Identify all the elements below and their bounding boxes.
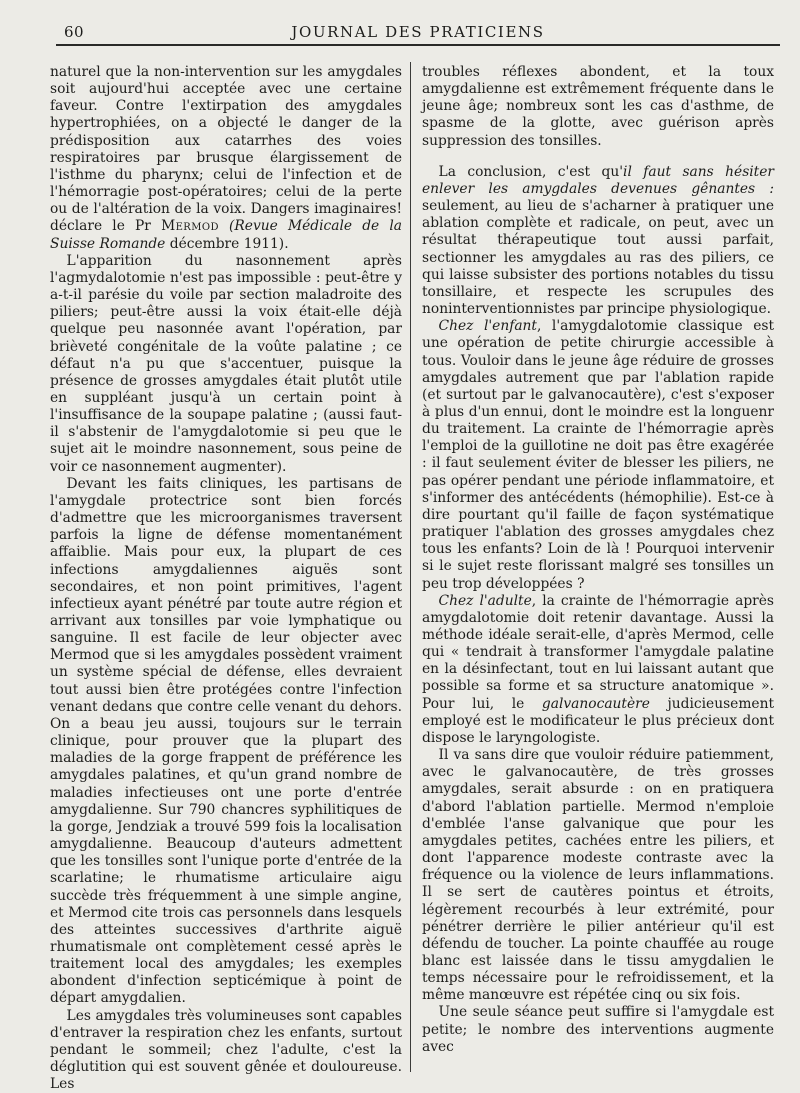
paragraph-reflex-troubles: troubles réflexes abondent, et la toux amygdalienne est extrêmement fréquente dans le jeune âge; nombreux sont les cas d'asthme, de spasme de la glotte, avec guérison après suppression des tonsilles.	[422, 64, 774, 149]
paragraph-nasonnement: L'apparition du nasonnement après l'agmydalotomie n'est pas impossible : peut-être y a-t-il parésie du voile par section maladroite des piliers; peut-être aussi la voix était-elle déjà quelque peu nasonnée avant l'opération, par brièveté congénitale de la voûte palatine ; ce défaut n'a pu que s'accentuer, puisque la présence de grosses amygdales était plutôt utile en suppléant jusqu'à un certain point à l'insuffisance de la soupape palatine ; (aussi faut-il s'abstenir de l'amygdalotomie si peu que le sujet ait le moindre nasonnement, sous peine de voir ce nasonnement augmenter).	[50, 252, 402, 475]
left-column	[50, 64, 402, 1093]
column-divider	[410, 62, 411, 1072]
text-span: judicieusement employé est le modificateur le plus précieux dont dispose le laryngologiste.	[422, 695, 774, 746]
text-span: La conclusion, c'est qu'	[438, 163, 624, 180]
journal-title: JOURNAL DES PRATICIENS	[291, 23, 545, 41]
right-column	[422, 64, 774, 1056]
paragraph-clinical-facts: Devant les faits cliniques, les partisans de l'amygdale protectrice sont bien forcés d'admettre que les microorganismes traversent parfois la ligne de défense momentanément affaiblie. Mais pour eux, la plupart de ces infections amygdaliennes aiguës sont secondaires, et non point primitives, l'agent infectieux ayant pénétré par toute autre région et arrivant aux tonsilles par voie lymphatique ou sanguine. Il est facile de leur objecter avec Mermod que si les amygdales possèdent vraiment un système spécial de défense, elles devraient tout aussi bien être protégées contre l'infection venant dedans que contre celle venant du dehors. On a beau jeu aussi, toujours sur le terrain clinique, pour prouver que la plupart des maladies de la gorge frappent de préférence les amygdales palatines, et qu'un grand nombre de maladies infectieuses ont une porte d'entrée amygdalienne. Sur 790 chancres syphilitiques de la gorge, Jendziak a trouvé 599 fois la localisation amygdalienne. Beaucoup d'auteurs admettent que les tonsilles sont l'unique porte d'entrée de la scarlatine; le rhumatisme articulaire aigu succède très fréquemment à une simple angine, et Mermod cite trois cas personnels dans lesquels des atteintes successives d'arthrite aiguë rhumatismale ont complètement cessé après le traitement local des amygdales; les exemples abondent d'infection septicémique à point de départ amygdalien.	[50, 475, 402, 1007]
paragraph-child	[422, 318, 774, 593]
text-span: , la crainte de l'hémorragie après amygdalotomie doit retenir davantage. Aussi la méthode idéale serait-elle, d'après Mermod, celle qui « tendrait à transformer l'amygdale palatine en la désinfectant, tout en lui laissant autant que possible sa forme et sa structure anatomique ». Pour lui, le	[422, 592, 774, 712]
paragraph-conclusion	[422, 164, 774, 318]
journal-citation: (Revue Médicale de la Suisse Romande	[50, 218, 402, 252]
emphasis-text: il faut sans hésiter enlever les amygdales devenues gênantes :	[422, 163, 774, 197]
emphasis-text: galvanocautère	[541, 695, 650, 712]
paragraph-galvanocautery: Il va sans dire que vouloir réduire patiemment, avec le galvanocautère, de très grosses amygdales, serait absurde : on en pratiquera d'abord l'ablation partielle. Mermod n'emploie d'emblée l'anse galvanique que pour les amygdales petites, cachées entre les piliers, et dont l'apparence modeste contraste avec la fréquence ou la violence de leurs inflammations. Il se sert de cautères pointus et étroits, légèrement recourbés à leur extrémité, pour pénétrer derrière le pilier antérieur qu'il est défendu de toucher. La pointe chauffée au rouge blanc est laissée dans le tissu amygdalien le temps nécessaire pour le refroidissement, et la même manœuvre est répétée cinq ou six fois.	[422, 747, 774, 1004]
paragraph-non-intervention	[50, 64, 402, 253]
author-name: Mermod	[161, 218, 219, 235]
text-span: décembre 1911).	[165, 235, 289, 252]
emphasis-text: Chez l'adulte	[438, 592, 532, 609]
paragraph-adult	[422, 593, 774, 747]
text-span: , l'amygdalotomie classique est une opération de petite chirurgie accessible à tous. Vouloir dans le jeune âge réduire de grosses amygdales autrement que par l'ablation rapide (et surtout par le galvanocautère), c'est s'exposer à plus d'un ennui, dont le moindre est la longuenr du traitement. La crainte de l'hémorragie après l'emploi de la guillotine ne doit pas être exagérée : il faut seulement éviter de blesser les piliers, ne pas opérer pendant une période inflammatoire, et s'informer des antécédents (hémophilie). Est-ce à dire pourtant qu'il faille de façon systématique pratiquer l'ablation des grosses amygdales chez tous les enfants? Loin de là ! Pourquoi intervenir si le sujet reste florissant malgré ses tonsilles un peu trop développées ?	[422, 318, 774, 592]
page-number: 60	[64, 23, 85, 41]
running-header	[56, 18, 780, 46]
emphasis-text: Chez l'enfant	[438, 318, 537, 335]
text-span: naturel que la non-intervention sur les amygdales soit aujourd'hui acceptée avec une certaine faveur. Contre l'extirpation des amygdales hypertrophiées, on a objecté le danger de la prédisposition aux catarrhes des voies respiratoires par brusque élargissement de l'isthme du pharynx; celui de l'infection et de l'hémorragie post-opératoires; celui de la perte ou de l'altération de la voix. Dangers imaginaires! déclare le Pr	[50, 64, 402, 235]
text-span: seulement, au lieu de s'acharner à pratiquer une ablation complète et radicale, on peut, avec un résultat thérapeutique tout aussi parfait, sectionner les amygdales au ras des piliers, ce qui laisse subsister des portions notables du tissu tonsillaire, et respecte les scrupules des noninterventionnistes par principe physiologique.	[422, 198, 774, 318]
paragraph-sessions: Une seule séance peut suffire si l'amygdale est petite; le nombre des interventions augmente avec	[422, 1004, 774, 1055]
paragraph-respiration: Les amygdales très volumineuses sont capables d'entraver la respiration chez les enfants, surtout pendant le sommeil; chez l'adulte, c'est la déglutition qui est souvent gênée et douloureuse. Les	[50, 1007, 402, 1093]
